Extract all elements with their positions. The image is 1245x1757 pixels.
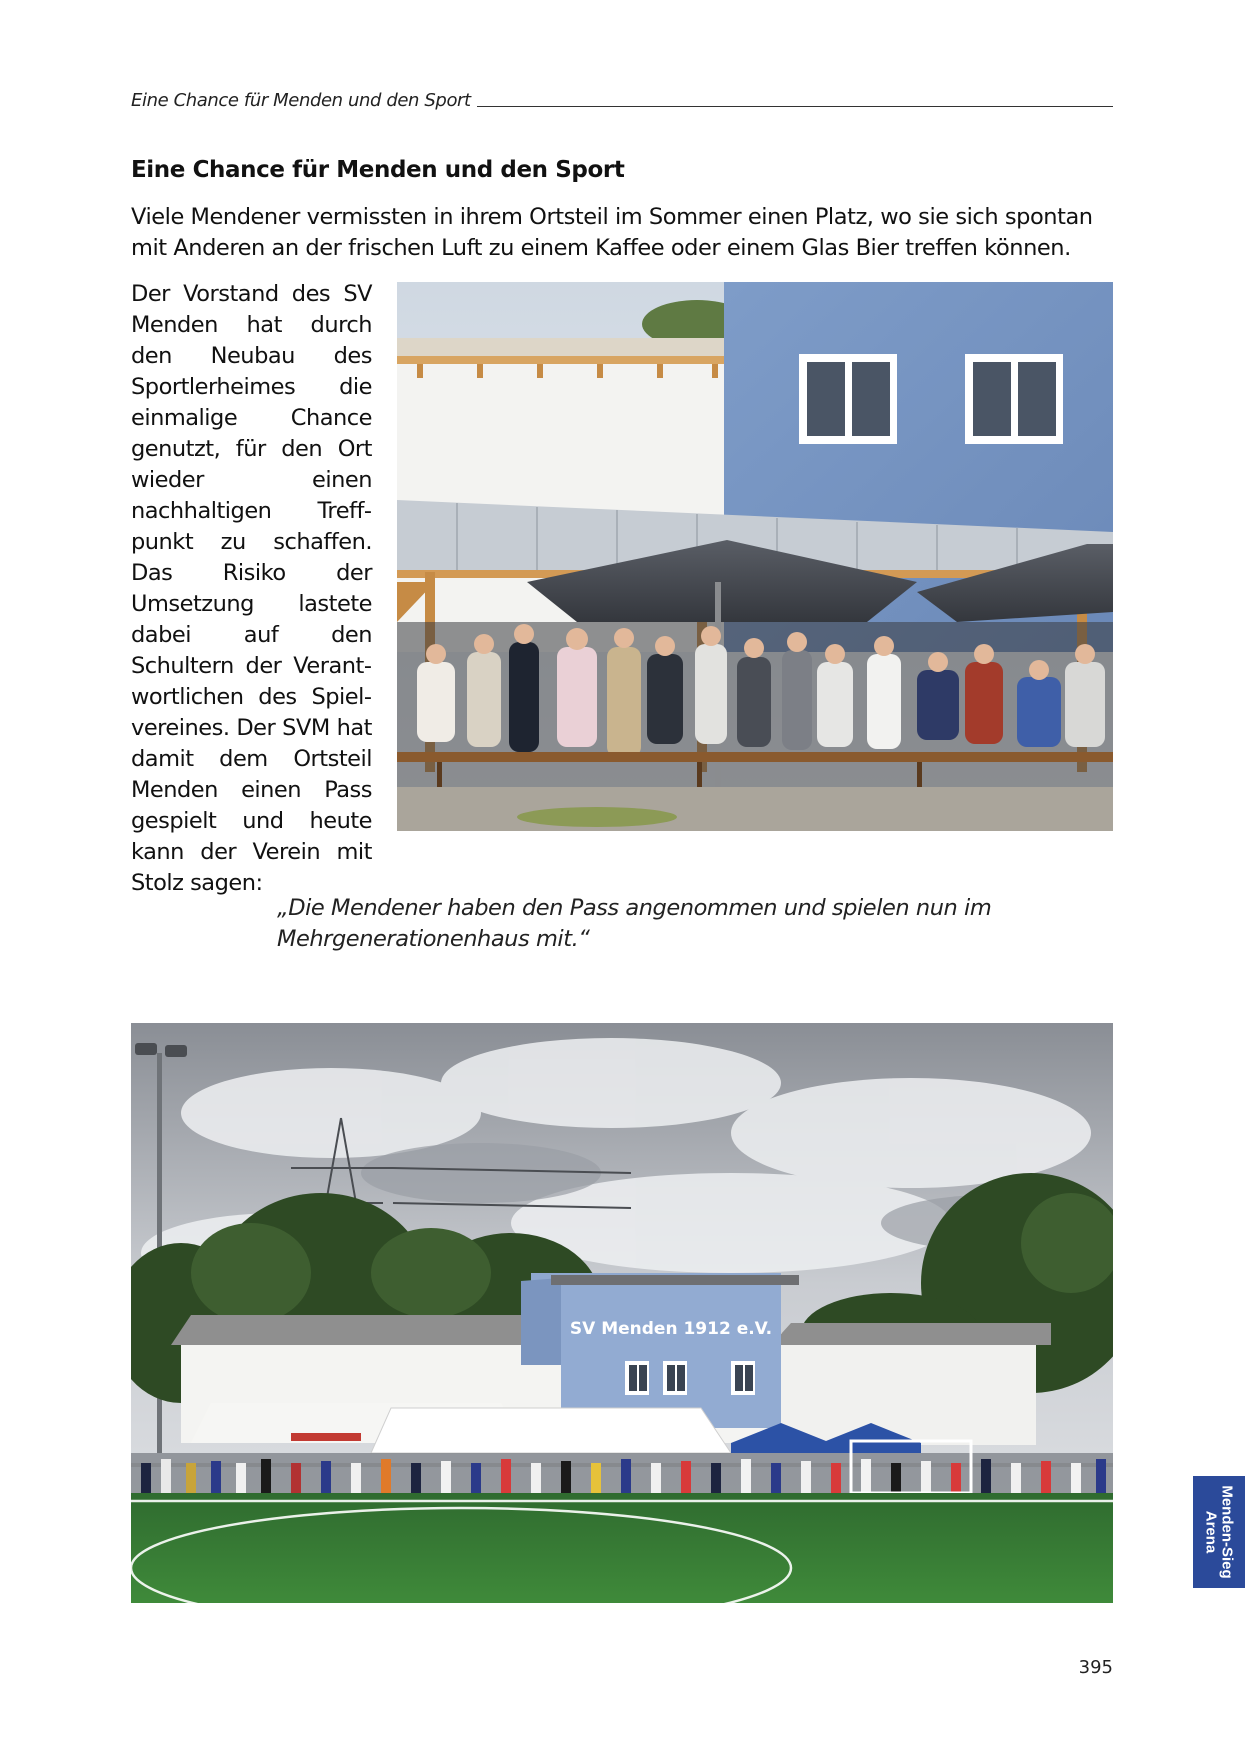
running-header xyxy=(131,84,1113,110)
stadium-sign-text: SV Menden 1912 e.V. xyxy=(569,1319,773,1339)
quote: „Die Mendener haben den Pass angenommen und spielen nun im Mehrgenerationenhaus mit.“ xyxy=(277,895,992,952)
side-tab-line2: Arena xyxy=(1203,1510,1220,1554)
running-header-title: Eine Chance für Menden und den Sport xyxy=(131,90,471,111)
header-rule xyxy=(477,106,1113,107)
intro-paragraph: Viele Mendener vermissten in ihrem Ortsteil im Sommer einen Platz, wo sie sich spontan mit Anderen an der frischen Luft zu einem Kaffee oder einem Glas Bier treffen können. xyxy=(131,204,1093,261)
stadium-photo xyxy=(131,1023,1113,1603)
section-title: Eine Chance für Menden und den Sport xyxy=(131,157,625,183)
clubhouse-terrace-photo xyxy=(397,282,1113,831)
clubhouse-terrace-image xyxy=(397,282,1113,831)
body-paragraph: Der Vorstand des SV Menden hat durch den Neubau des Sportlerheimes die einmalige Chance genutzt, für den Ort wieder einen nachhaltigen Treffpunkt zu schaffen. Das Risiko der Umsetzung lastete dabei auf den Schultern der Verantwortlichen des Spielvereines. Der SVM hat damit dem Ortsteil Menden einen Pass gespielt und heute kann der Verein mit Stolz sagen: xyxy=(131,281,372,896)
stadium-image xyxy=(131,1023,1113,1603)
section-side-tab xyxy=(1193,1476,1245,1588)
side-tab-label xyxy=(1203,1485,1235,1578)
page-number: 395 xyxy=(1078,1657,1113,1678)
side-tab-line1: Menden-Sieg xyxy=(1219,1485,1236,1579)
